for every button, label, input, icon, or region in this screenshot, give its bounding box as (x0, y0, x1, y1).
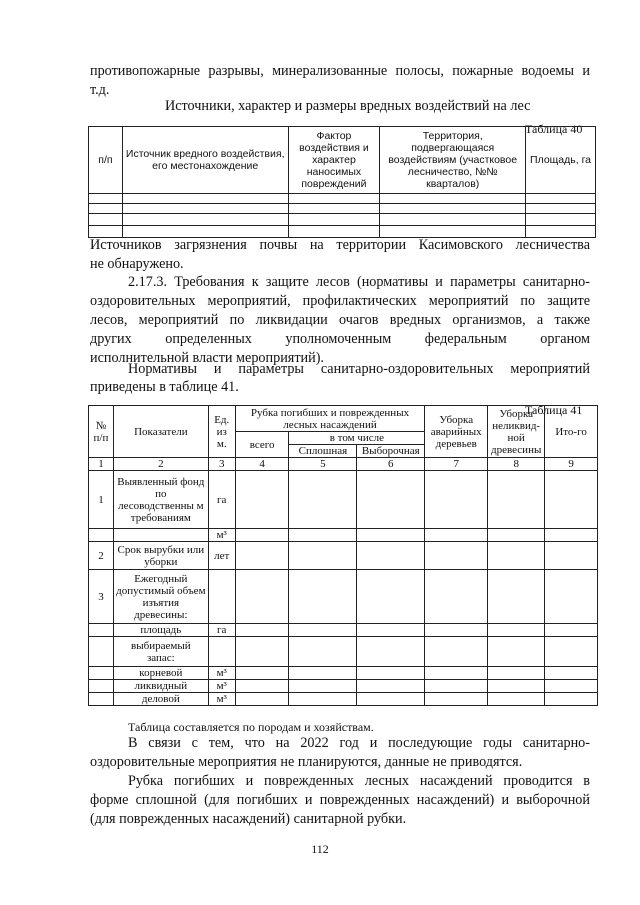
table41-header-clear: Сплошная (289, 445, 357, 458)
table41-caption: Таблица 41 (525, 403, 583, 417)
table40-header-no: п/п (89, 127, 123, 194)
table41-colnum: 4 (235, 458, 289, 471)
table-row-indicator: Срок вырубки или уборки (113, 542, 208, 570)
paragraph-line: исполнительной власти мероприятий). (90, 350, 324, 366)
table41-header-emergency: Уборка аварийных деревьев (425, 406, 488, 458)
table-row-unit: га (208, 471, 235, 529)
table41-header-no: № п/п (89, 406, 114, 458)
table-row-unit: м³ (208, 529, 235, 542)
table-row-indicator: выбираемый запас: (113, 637, 208, 667)
table41-header-felling: Рубка погибших и поврежденных лесных насаждений (235, 406, 425, 432)
paragraph-line: не обнаружено. (90, 256, 184, 272)
paragraph-line: (для поврежденных насаждений) санитарной рубки. (90, 811, 407, 827)
table40-header-territory: Территория, подвергающаяся воздействиям (участковое лесничество, №№ кварталов) (380, 127, 526, 194)
paragraph-line: оздоровительных мероприятий, профилактических мероприятий по защите (90, 293, 590, 309)
page-number: 112 (311, 842, 329, 856)
table41-header-incl: в том числе (289, 432, 425, 445)
table41-header-indicator: Показатели (113, 406, 208, 458)
table40-heading: Источники, характер и размеры вредных воздействий на лес (165, 98, 531, 114)
table41-colnum: 1 (89, 458, 114, 471)
paragraph-line: других определенных уполномоченным федеральным органом (90, 331, 590, 347)
table-row-indicator: корневой (113, 667, 208, 680)
table-row-indicator: Ежегодный допустимый объем изъятия древесины: (113, 570, 208, 624)
paragraph-line: лесов, мероприятий по ликвидации очагов вредных организмов, а также (90, 312, 590, 328)
table-40 (88, 126, 596, 238)
intro-text-line: т.д. (90, 82, 110, 98)
table40-header-area: Площадь, га (526, 127, 596, 194)
table-row-number: 2 (89, 542, 114, 570)
paragraph-line: 2.17.3. Требования к защите лесов (нормативы и параметры санитарно- (128, 274, 590, 290)
paragraph-line: В связи с тем, что на 2022 год и последующие годы санитарно- (128, 735, 590, 751)
table41-colnum: 2 (113, 458, 208, 471)
table40-caption: Таблица 40 (525, 122, 583, 136)
table40-header-factor: Фактор воздействия и характер наносимых повреждений (288, 127, 380, 194)
paragraph-line: оздоровительные мероприятия не планируются, данные не приводятся. (90, 754, 523, 770)
table-row-unit: м³ (208, 693, 235, 706)
intro-text-line: противопожарные разрывы, минерализованные полосы, пожарные водоемы и (90, 63, 590, 79)
table-row-indicator: площадь (113, 624, 208, 637)
table-row-unit: м³ (208, 667, 235, 680)
paragraph-line: приведены в таблице 41. (90, 379, 239, 395)
table41-colnum: 9 (545, 458, 598, 471)
table41-colnum: 3 (208, 458, 235, 471)
table41-colnum: 6 (357, 458, 425, 471)
table-row-indicator: деловой (113, 693, 208, 706)
table-row-number: 1 (89, 471, 114, 529)
table40-header-source: Источник вредного воздействия, его местонахождение (122, 127, 288, 194)
table41-header-unit: Ед. из м. (208, 406, 235, 458)
table-row-indicator: Выявленный фонд по лесоводственны м требованиям (113, 471, 208, 529)
paragraph-line: форме сплошной (для погибших и поврежденных насаждений) и выборочной (90, 792, 590, 808)
table-row-unit: лет (208, 542, 235, 570)
table-row-unit: м³ (208, 680, 235, 693)
table41-header-total: всего (235, 432, 289, 458)
table41-header-total-sum: Ито-го (545, 406, 598, 458)
table-row-indicator: ликвидный (113, 680, 208, 693)
paragraph-line: Рубка погибших и поврежденных лесных насаждений проводится в (128, 773, 590, 789)
table-row-unit: га (208, 624, 235, 637)
table41-colnum: 8 (488, 458, 545, 471)
table-row-number: 3 (89, 570, 114, 624)
table41-colnum: 7 (425, 458, 488, 471)
table41-colnum: 5 (289, 458, 357, 471)
table41-header-selective: Выборочная (357, 445, 425, 458)
paragraph-line: Нормативы и параметры санитарно-оздоровительных мероприятий (128, 361, 590, 377)
table41-header-nonliquid: Уборка неликвид-ной древесины (488, 406, 545, 458)
table41-note: Таблица составляется по породам и хозяйствам. (128, 720, 374, 734)
paragraph-line: Источников загрязнения почвы на территории Касимовского лесничества (90, 237, 590, 253)
table-41 (88, 405, 598, 706)
